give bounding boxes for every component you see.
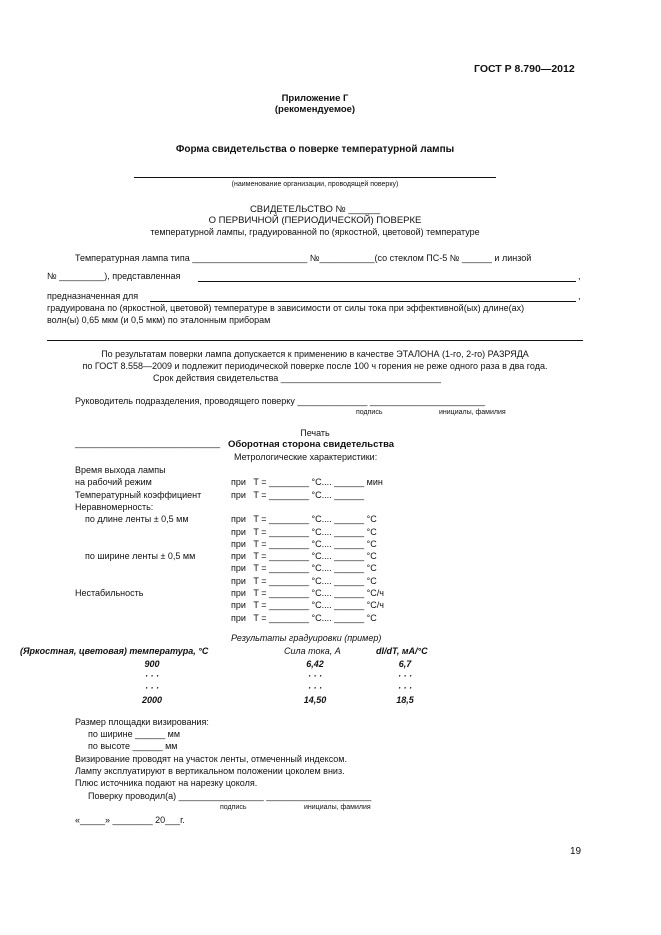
graduation-cell: 6,42 bbox=[306, 659, 324, 669]
characteristic-formula: при T = ________ °C.... ______ °C bbox=[231, 613, 377, 623]
certificate-description: температурной лампы, градуированной по (яркостной, цветовой) температуре bbox=[150, 227, 480, 237]
reverse-side-title: Оборотная сторона свидетельства bbox=[228, 439, 395, 450]
graduation-header-temperature: (Яркостная, цветовая) температура, °C bbox=[20, 646, 209, 656]
characteristic-label: по ширине ленты ± 0,5 мм bbox=[75, 551, 196, 561]
characteristic-label: Время выхода лампы bbox=[75, 465, 166, 475]
characteristic-formula: при T = ________ °C.... ______ мин bbox=[231, 477, 383, 487]
organization-line bbox=[134, 177, 496, 178]
date-line: «_____» ________ 20___г. bbox=[75, 815, 185, 825]
appendix-subtitle: (рекомендуемое) bbox=[274, 104, 356, 115]
lamp-type-line: Температурная лампа типа _______________________ №___________(со стеклом ПС-5 № ______ и линзой bbox=[75, 253, 532, 263]
head-signature-line: Руководитель подразделения, проводящего поверку ______________ _______________________ bbox=[75, 396, 486, 406]
characteristic-formula: при T = ________ °C.... ______ °C bbox=[231, 539, 377, 549]
graduation-cell: 14,50 bbox=[303, 695, 327, 705]
characteristic-formula: при T = ________ °C.... ______ °C/ч bbox=[231, 588, 384, 598]
note-1: Визирование проводят на участок ленты, отмеченный индексом. bbox=[75, 754, 347, 764]
graduation-cell: · · · bbox=[398, 671, 412, 681]
note-3: Плюс источника подают на нарезку цоколя. bbox=[75, 778, 258, 788]
characteristic-label: Температурный коэффициент bbox=[75, 490, 202, 500]
verifier-initials-caption: инициалы, фамилия bbox=[304, 804, 371, 811]
verifier-signature-caption: подпись bbox=[220, 804, 247, 811]
graduation-title: Результаты градуировки (пример) bbox=[231, 633, 382, 643]
graduated-line-2: волн(ы) 0,65 мкм (и 0,5 мкм) по эталонным приборам bbox=[47, 315, 271, 325]
graduation-cell: 6,7 bbox=[398, 659, 412, 669]
verifier-line: Поверку проводил(а) _________________ _____________________ bbox=[88, 791, 372, 801]
sighting-title: Размер площадки визирования: bbox=[75, 717, 209, 727]
graduation-cell: · · · bbox=[145, 671, 159, 681]
graduation-cell: 2000 bbox=[141, 695, 163, 705]
characteristic-formula: при T = ________ °C.... ______ °C bbox=[231, 563, 377, 573]
characteristic-label: Нестабильность bbox=[75, 588, 144, 598]
graduation-cell: 18,5 bbox=[396, 695, 414, 705]
characteristic-formula: при T = ________ °C.... ______ °C bbox=[231, 514, 377, 524]
graduation-cell: · · · bbox=[308, 683, 322, 693]
form-title: Форма свидетельства о поверке температурной лампы bbox=[175, 144, 455, 155]
characteristic-formula: при T = ________ °C.... ______ °C bbox=[231, 551, 377, 561]
intended-comma: , bbox=[578, 291, 581, 302]
standard-number: ГОСТ Р 8.790—2012 bbox=[474, 63, 575, 75]
metrology-subtitle: Метрологические характеристики: bbox=[234, 452, 378, 462]
head-initials-caption: инициалы, фамилия bbox=[439, 409, 506, 416]
page-number: 19 bbox=[570, 846, 582, 857]
characteristic-formula: при T = ________ °C.... ______ bbox=[231, 490, 365, 500]
note-2: Лампу эксплуатируют в вертикальном положении цоколем вниз. bbox=[75, 766, 345, 776]
presented-by-label: № _________), представленная bbox=[47, 271, 181, 281]
presented-by-line bbox=[198, 281, 576, 282]
graduation-cell: · · · bbox=[308, 671, 322, 681]
characteristic-label: на рабочий режим bbox=[75, 477, 152, 487]
presented-comma: , bbox=[578, 271, 581, 282]
graduation-header-current: Сила тока, А bbox=[284, 646, 341, 656]
appendix-title: Приложение Г bbox=[281, 93, 349, 104]
sighting-height: по высоте ______ мм bbox=[88, 741, 178, 751]
separator-line bbox=[47, 340, 583, 341]
characteristic-label: Неравномерность: bbox=[75, 502, 154, 512]
certificate-number: СВИДЕТЕЛЬСТВО № ______ bbox=[249, 204, 381, 215]
reverse-left-line: _____________________________ bbox=[75, 438, 221, 448]
sighting-width: по ширине ______ мм bbox=[88, 729, 181, 739]
intended-for-label: предназначенная для bbox=[47, 291, 139, 301]
head-signature-caption: подпись bbox=[356, 409, 383, 416]
characteristic-label: по длине ленты ± 0,5 мм bbox=[75, 514, 189, 524]
validity-line: Срок действия свидетельства ________________________________ bbox=[153, 373, 441, 383]
intended-for-line bbox=[150, 301, 576, 302]
result-line-1: По результатам поверки лампа допускается к применению в качестве ЭТАЛОНА (1-го, 2-го) РАЗРЯДА bbox=[101, 349, 529, 359]
graduation-header-derivative: dI/dT, мА/°C bbox=[376, 646, 428, 656]
organization-caption: (наименование организации, проводящей поверку) bbox=[231, 181, 399, 188]
graduation-cell: · · · bbox=[145, 683, 159, 693]
stamp-label: Печать bbox=[300, 428, 330, 438]
graduation-cell: · · · bbox=[398, 683, 412, 693]
result-line-2: по ГОСТ 8.558—2009 и подлежит периодической поверке после 100 ч горения не реже одного раза в два года. bbox=[82, 361, 548, 371]
graduated-line-1: градуирована по (яркостной, цветовой) температуре в зависимости от силы тока при эффективной(ых) длине(ах) bbox=[47, 303, 525, 313]
characteristic-formula: при T = ________ °C.... ______ °C bbox=[231, 576, 377, 586]
characteristic-formula: при T = ________ °C.... ______ °C bbox=[231, 527, 377, 537]
characteristic-formula: при T = ________ °C.... ______ °C/ч bbox=[231, 600, 384, 610]
certificate-type: О ПЕРВИЧНОЙ (ПЕРИОДИЧЕСКОЙ) ПОВЕРКЕ bbox=[208, 215, 422, 226]
graduation-cell: 900 bbox=[144, 659, 160, 669]
